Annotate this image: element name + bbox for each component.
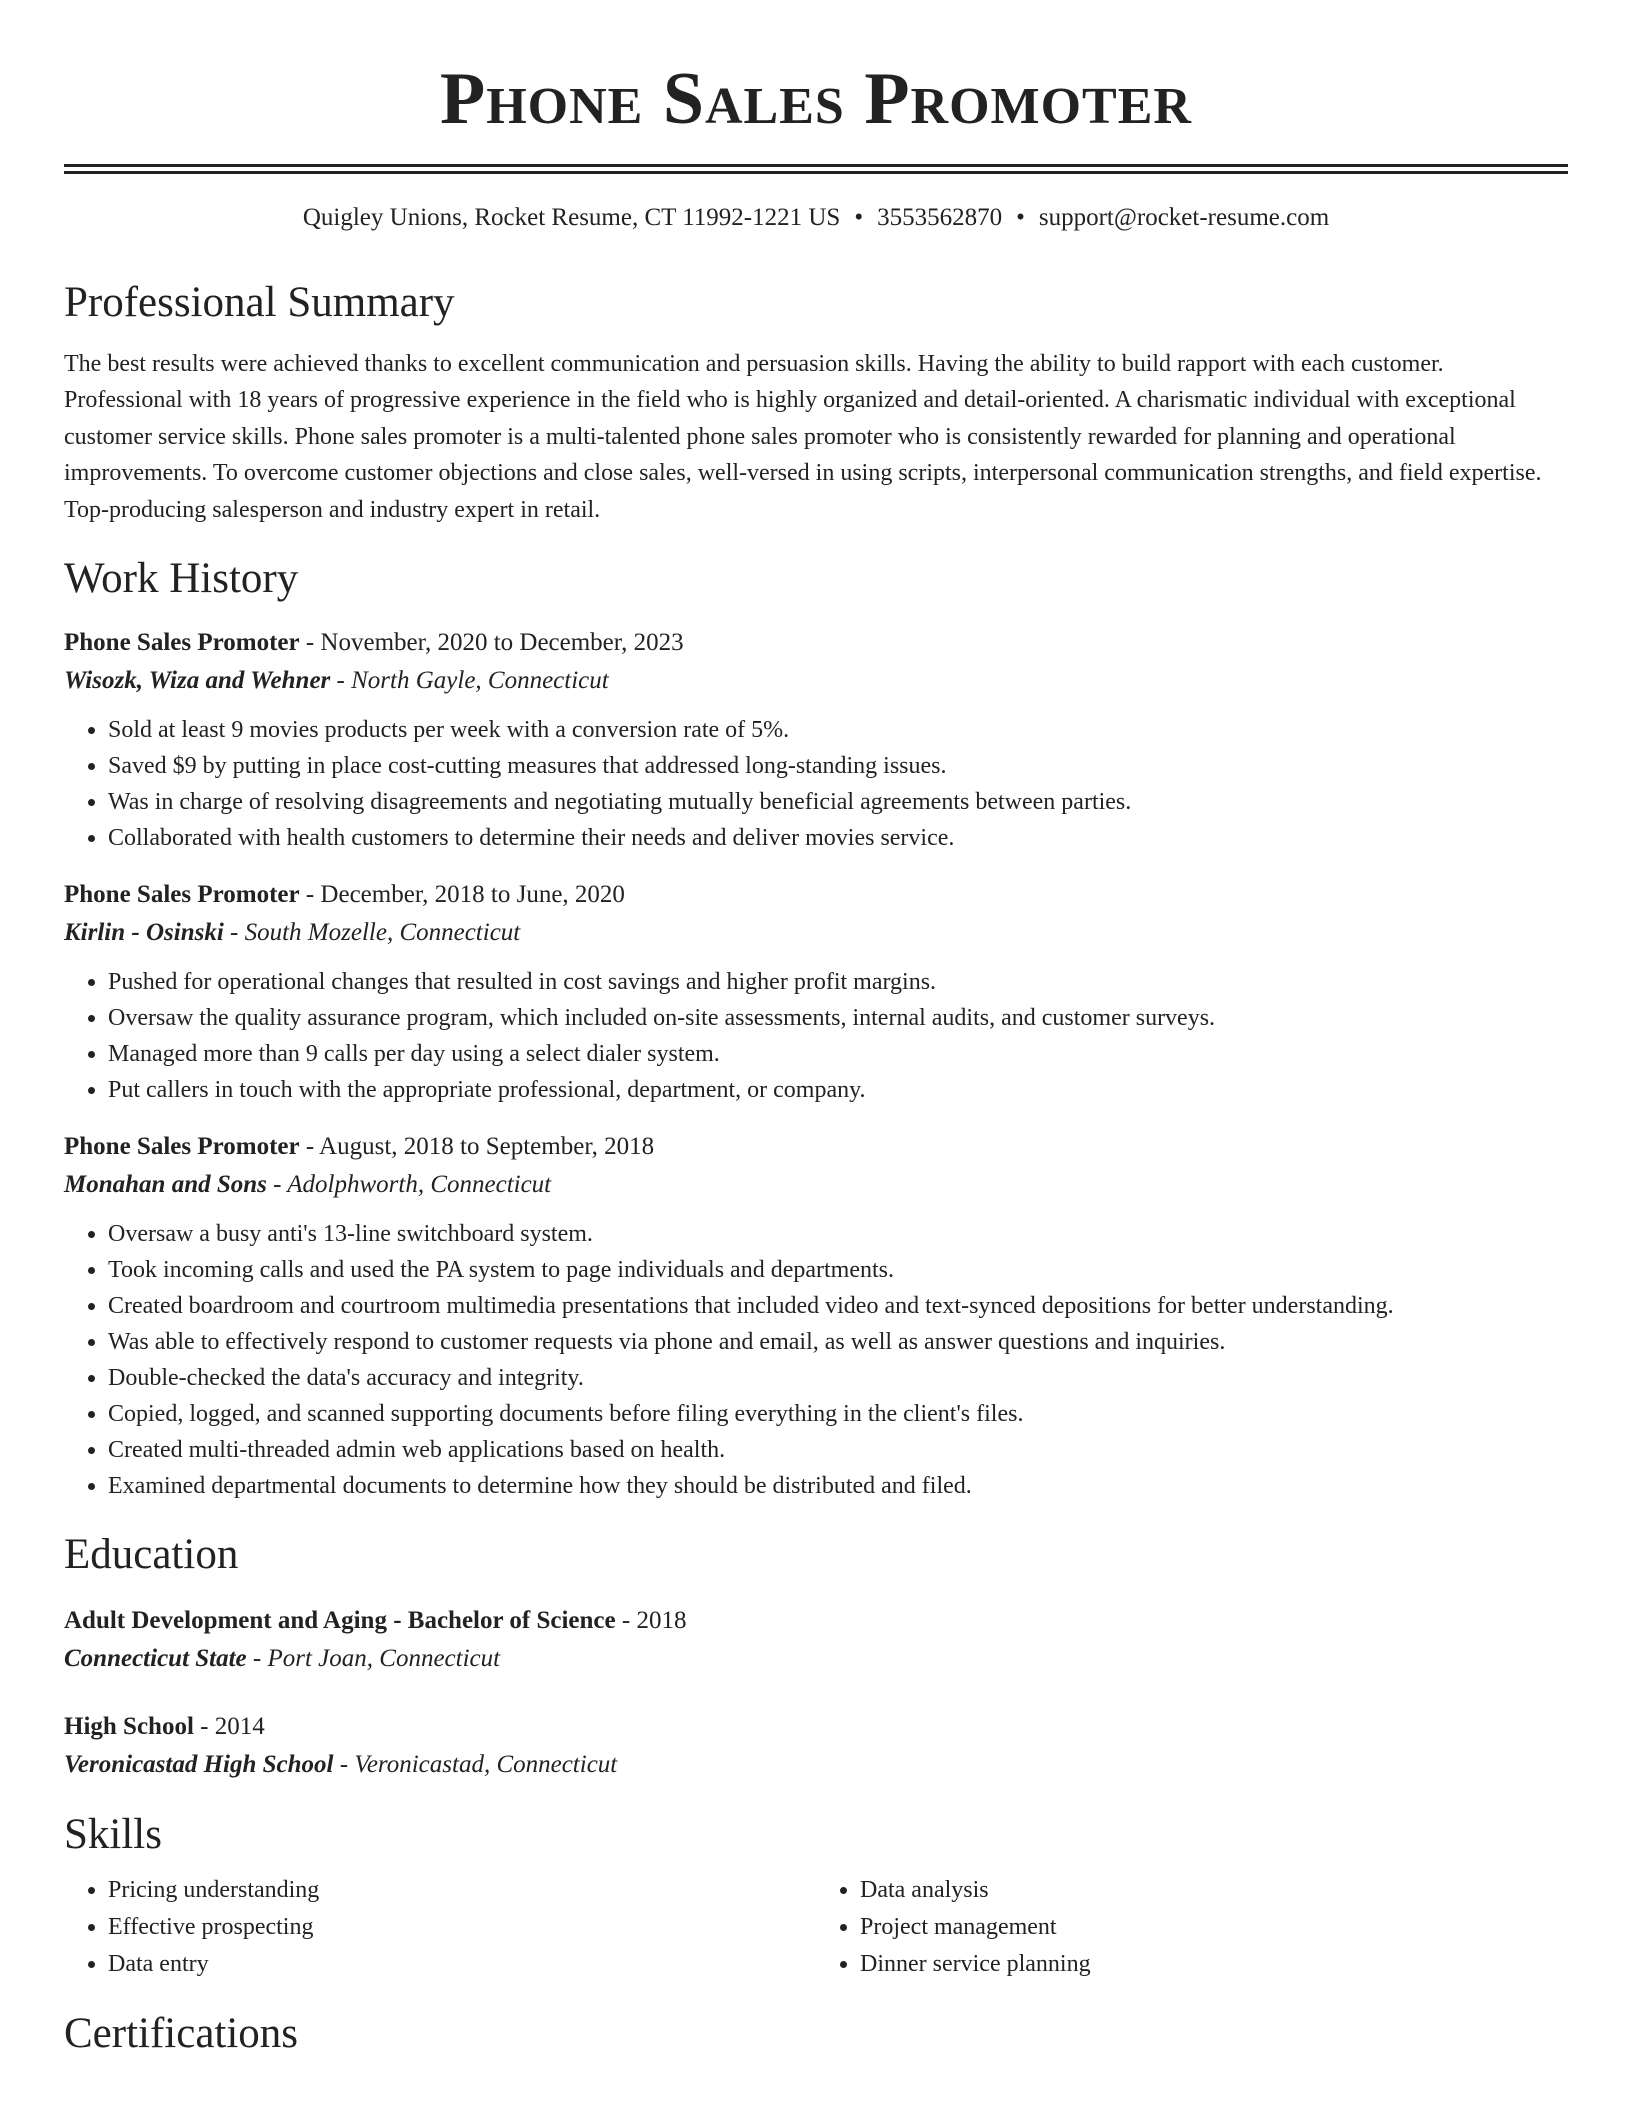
- job-bullets: [64, 964, 1568, 1108]
- job-bullet: • Was able to effectively respond to customer requests via phone and email, as well as answer questions and inquiries.: [108, 1324, 1568, 1360]
- contact-separator: •: [1016, 204, 1025, 231]
- resume-title: Phone Sales Promoter: [440, 58, 1192, 140]
- job-dates: - August, 2018 to September, 2018: [299, 1133, 655, 1161]
- job-company: Kirlin - Osinski: [64, 919, 224, 947]
- education-degree: Adult Development and Aging - Bachelor of Science: [64, 1607, 616, 1635]
- job-role: Phone Sales Promoter: [64, 1133, 300, 1161]
- education-entry: [64, 1708, 1568, 1784]
- job-bullet: • Examined departmental documents to determine how they should be distributed and filed.: [108, 1468, 1568, 1504]
- education-section: [64, 1528, 1568, 1784]
- title-divider: [64, 164, 1568, 174]
- education-location: - Veronicastad, Connecticut: [333, 1751, 618, 1779]
- education-school: Connecticut State: [64, 1645, 247, 1673]
- skills-section: [64, 1808, 1568, 1983]
- job-header: [64, 1128, 1568, 1166]
- job-bullet: • Took incoming calls and used the PA system to page individuals and departments.: [108, 1252, 1568, 1288]
- job-dates: - December, 2018 to June, 2020: [299, 881, 625, 909]
- job-bullets: [64, 1216, 1568, 1504]
- job-bullet: • Managed more than 9 calls per day using a select dialer system.: [108, 1036, 1568, 1072]
- job-location: - North Gayle, Connecticut: [330, 667, 609, 695]
- contact-line: [64, 200, 1568, 236]
- job-header: [64, 876, 1568, 914]
- job-entry: [64, 876, 1568, 1108]
- work-history-heading: Work History: [64, 555, 299, 603]
- job-bullets: [64, 712, 1568, 856]
- summary-text: The best results were achieved thanks to excellent communication and persuasion skills. Having the ability to build rapport with each customer. Professional with 18 years of progressive experience in the field who is highly organized and detail-oriented. A charismatic individual with exceptional customer service skills. Phone sales promoter is a multi-talented phone sales promoter who is consistently rewarded for planning and operational improvements. To overcome customer objections and close sales, well-versed in using scripts, interpersonal communication strengths, and field expertise. Top-producing salesperson and industry expert in retail.: [64, 351, 1542, 523]
- skills-columns: [64, 1872, 1568, 1983]
- education-location: - Port Joan, Connecticut: [246, 1645, 501, 1673]
- contact-address: Quigley Unions, Rocket Resume, CT 11992-1221 US: [302, 204, 841, 231]
- job-bullet: • Pushed for operational changes that resulted in cost savings and higher profit margins.: [108, 964, 1568, 1000]
- job-entry: [64, 1128, 1568, 1504]
- skill-item: • Data analysis: [860, 1872, 1568, 1909]
- job-bullet: • Created multi-threaded admin web applications based on health.: [108, 1432, 1568, 1468]
- education-header: [64, 1602, 1568, 1640]
- education-header: [64, 1708, 1568, 1746]
- skill-item: • Effective prospecting: [108, 1909, 816, 1946]
- job-employer: [64, 1166, 1568, 1204]
- job-bullet: • Saved $9 by putting in place cost-cutting measures that addressed long-standing issues.: [108, 748, 1568, 784]
- job-bullet: • Oversaw a busy anti's 13-line switchboard system.: [108, 1216, 1568, 1252]
- job-company: Wisozk, Wiza and Wehner: [64, 667, 331, 695]
- education-year: - 2014: [193, 1713, 265, 1741]
- contact-phone: 3553562870: [877, 204, 1003, 231]
- work-history-section: [64, 552, 1568, 1504]
- certifications-section: [64, 2007, 1568, 2061]
- summary-heading: Professional Summary: [64, 279, 455, 326]
- education-entry: [64, 1602, 1568, 1678]
- job-bullet: • Put callers in touch with the appropriate professional, department, or company.: [108, 1072, 1568, 1108]
- certifications-heading: Certifications: [64, 2010, 299, 2058]
- contact-separator: •: [854, 204, 864, 231]
- job-bullet: • Was in charge of resolving disagreements and negotiating mutually beneficial agreements between parties.: [108, 784, 1568, 820]
- job-dates: - November, 2020 to December, 2023: [299, 629, 684, 657]
- skills-list-right: [816, 1872, 1568, 1983]
- skill-item: • Dinner service planning: [860, 1946, 1568, 1983]
- job-company: Monahan and Sons: [64, 1171, 267, 1199]
- job-employer: [64, 662, 1568, 700]
- job-role: Phone Sales Promoter: [64, 881, 300, 909]
- job-bullet: • Oversaw the quality assurance program, which included on-site assessments, internal audits, and customer surveys.: [108, 1000, 1568, 1036]
- skill-item: • Data entry: [108, 1946, 816, 1983]
- education-degree: High School: [64, 1713, 194, 1741]
- education-school: Veronicastad High School: [64, 1751, 334, 1779]
- job-bullet: • Copied, logged, and scanned supporting documents before filing everything in the client's files.: [108, 1396, 1568, 1432]
- contact-email[interactable]: support@rocket-resume.com: [1038, 204, 1330, 231]
- job-bullet: • Double-checked the data's accuracy and integrity.: [108, 1360, 1568, 1396]
- job-bullet: • Sold at least 9 movies products per week with a conversion rate of 5%.: [108, 712, 1568, 748]
- job-header: [64, 624, 1568, 662]
- job-bullet: • Collaborated with health customers to determine their needs and deliver movies service.: [108, 820, 1568, 856]
- skill-item: • Pricing understanding: [108, 1872, 816, 1909]
- skills-heading: Skills: [64, 1811, 162, 1859]
- job-location: - South Mozelle, Connecticut: [223, 919, 521, 947]
- skills-list-left: [64, 1872, 816, 1983]
- job-bullet: • Created boardroom and courtroom multimedia presentations that included video and text-synced depositions for better understanding.: [108, 1288, 1568, 1324]
- education-school-line: [64, 1640, 1568, 1678]
- job-entry: [64, 624, 1568, 856]
- job-role: Phone Sales Promoter: [64, 629, 300, 657]
- job-employer: [64, 914, 1568, 952]
- education-heading: Education: [64, 1531, 239, 1579]
- job-location: - Adolphworth, Connecticut: [266, 1171, 552, 1199]
- education-school-line: [64, 1746, 1568, 1784]
- skill-item: • Project management: [860, 1909, 1568, 1946]
- education-year: - 2018: [615, 1607, 687, 1635]
